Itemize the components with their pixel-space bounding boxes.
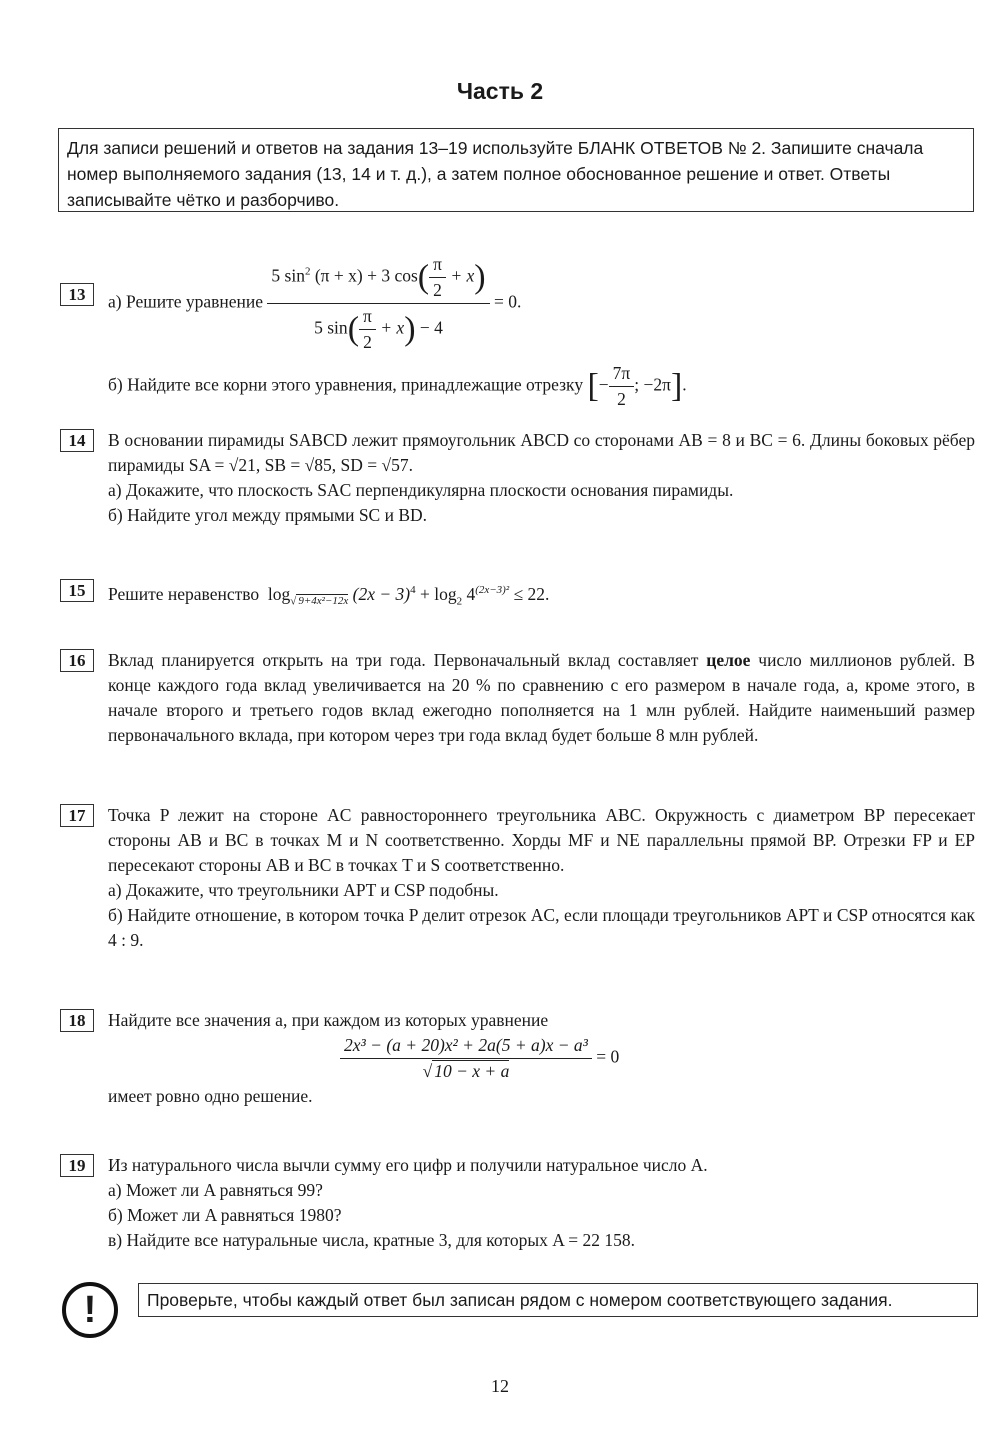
task-b: б) Найдите угол между прямыми SC и BD.	[108, 505, 428, 525]
math: 2	[304, 265, 311, 278]
problem-text: Из натурального числа вычли сумму его цифр и получили натуральное число A.	[108, 1155, 708, 1175]
problem-19	[60, 1153, 975, 1253]
problem-number: 15	[60, 579, 94, 602]
task-a: а) Докажите, что треугольники APT и CSP подобны.	[108, 880, 499, 900]
denominator: √ 10 − x + a	[340, 1058, 592, 1084]
math: (2x − 3)	[352, 583, 411, 604]
problem-text: Найдите все значения a, при каждом из которых уравнение	[108, 1010, 549, 1030]
math: − 4	[419, 317, 443, 338]
math: .	[682, 374, 687, 395]
problem-13	[60, 252, 975, 412]
task-label: а) Решите уравнение	[108, 291, 264, 312]
math: 2	[456, 595, 463, 608]
problem-text	[108, 648, 975, 748]
problem-13-b: б) Найдите все корни этого уравнения, принадлежащие отрезку [− $\frac{7\pi}{2}$ ; −2π].	[108, 361, 975, 412]
problem-17	[60, 803, 975, 953]
math: 5 sin	[314, 317, 348, 338]
problem-text: Решите неравенство $\log_{√ 9+4x^2-12x} (2x - 3)^4 + \log_2 4^{(2x-3)^2} \le 22$.	[108, 583, 550, 608]
math: log	[267, 583, 291, 604]
numerator: 2x³ − (a + 20)x² + 2a(5 + a)x − a³	[344, 1035, 588, 1055]
task-text: б) Найдите все корни этого уравнения, принадлежащие отрезку	[108, 374, 584, 395]
math: π	[363, 306, 372, 326]
math: 10 − x + a	[434, 1061, 510, 1081]
denominator: 5 sin( $\frac{\pi}{2}$ + x) − 4	[267, 303, 489, 355]
exclamation-icon: !	[62, 1282, 118, 1338]
math: + log	[419, 583, 457, 604]
problem-number: 13	[60, 283, 94, 306]
math: = 0.	[493, 291, 522, 312]
math: 2	[359, 329, 376, 355]
interval-fraction	[609, 361, 635, 412]
math: = 0	[596, 1046, 620, 1067]
math: 2	[609, 386, 635, 412]
math: −	[598, 374, 609, 395]
problem-14	[60, 428, 975, 528]
text-bold: целое	[706, 650, 751, 670]
math: 4	[410, 584, 416, 596]
problem-number: 19	[60, 1154, 94, 1177]
problem-number: 18	[60, 1009, 94, 1032]
text: Решите неравенство	[108, 583, 260, 604]
text: число миллионов рублей. В конце каждого года вклад увеличивается на 20 % по сравнению с его размером в начале года, а, кроме этого, в начале второго и третьего годов вклад ежегодно пополняется на 1 млн рублей. Найдите наименьший размер первоначального вклада, при котором через три года вклад будет больше 8 млн рублей.	[108, 650, 976, 745]
math: 9+4x²−12x	[298, 595, 349, 608]
problem-text: имеет ровно одно решение.	[108, 1086, 313, 1106]
problem-18	[60, 1008, 975, 1109]
problem-15	[60, 578, 975, 614]
math: π	[433, 254, 442, 274]
pi-half	[429, 252, 446, 303]
math: ≤ 22.	[513, 583, 550, 604]
problem-16	[60, 648, 975, 748]
problem-text: В основании пирамиды SABCD лежит прямоугольник ABCD со сторонами AB = 8 и BC = 6. Длины боковых рёбер пирамиды SA = √21, SB = √85, SD = √57.	[108, 430, 975, 475]
problem-13-a	[108, 252, 975, 355]
math: 7π	[612, 363, 631, 383]
text: Вклад планируется открыть на три года. Первоначальный вклад составляет	[108, 650, 699, 670]
pi-half	[359, 304, 376, 355]
math: 4	[466, 583, 476, 604]
problem-number: 17	[60, 804, 94, 827]
page-number: 12	[491, 1376, 509, 1396]
problem-number: 14	[60, 429, 94, 452]
math: (2x−3)²	[475, 584, 510, 596]
task-b: б) Может ли A равняться 1980?	[108, 1205, 342, 1225]
task-a: а) Может ли A равняться 99?	[108, 1180, 323, 1200]
page-title: Часть 2	[456, 78, 544, 104]
equation-fraction	[340, 1033, 592, 1084]
equation-fraction	[267, 252, 489, 355]
task-c: в) Найдите все натуральные числа, кратные 3, для которых A = 22 158.	[108, 1230, 636, 1250]
math: 2	[429, 277, 446, 303]
numerator: 5 $\sin^2 (\pi + x) + 3$ cos( $\frac{\pi}{2}$ + x)	[267, 252, 489, 303]
math: 5 sin	[271, 265, 305, 286]
task-b: б) Найдите отношение, в котором точка P делит отрезок AC, если площади треугольников APT и CSP относятся как 4 : 9.	[108, 905, 975, 950]
instructions-box: Для записи решений и ответов на задания 13–19 используйте БЛАНК ОТВЕТОВ № 2. Запишите сначала номер выполняемого задания (13, 14 и т. д.), а затем полное обоснованное решение и ответ. Ответы записывайте чётко и разборчиво.	[58, 128, 974, 212]
notice-box: Проверьте, чтобы каждый ответ был записан рядом с номером соответствующего задания.	[138, 1283, 978, 1317]
problem-number: 16	[60, 649, 94, 672]
equation	[340, 1033, 975, 1084]
math: ; −2π	[634, 374, 671, 395]
math: + x	[380, 317, 405, 338]
math: + x	[450, 265, 475, 286]
problem-text: Точка P лежит на стороне AC равностороннего треугольника ABC. Окружность с диаметром BP пересекает стороны AB и BC в точках M и N соответственно. Хорды MF и NE параллельны прямой BP. Отрезки FP и EP пересекают стороны AB и BC в точках T и S соответственно.	[108, 805, 975, 875]
task-a: а) Докажите, что плоскость SAC перпендикулярна плоскости основания пирамиды.	[108, 480, 734, 500]
math: (π + x) + 3 cos	[310, 265, 418, 286]
